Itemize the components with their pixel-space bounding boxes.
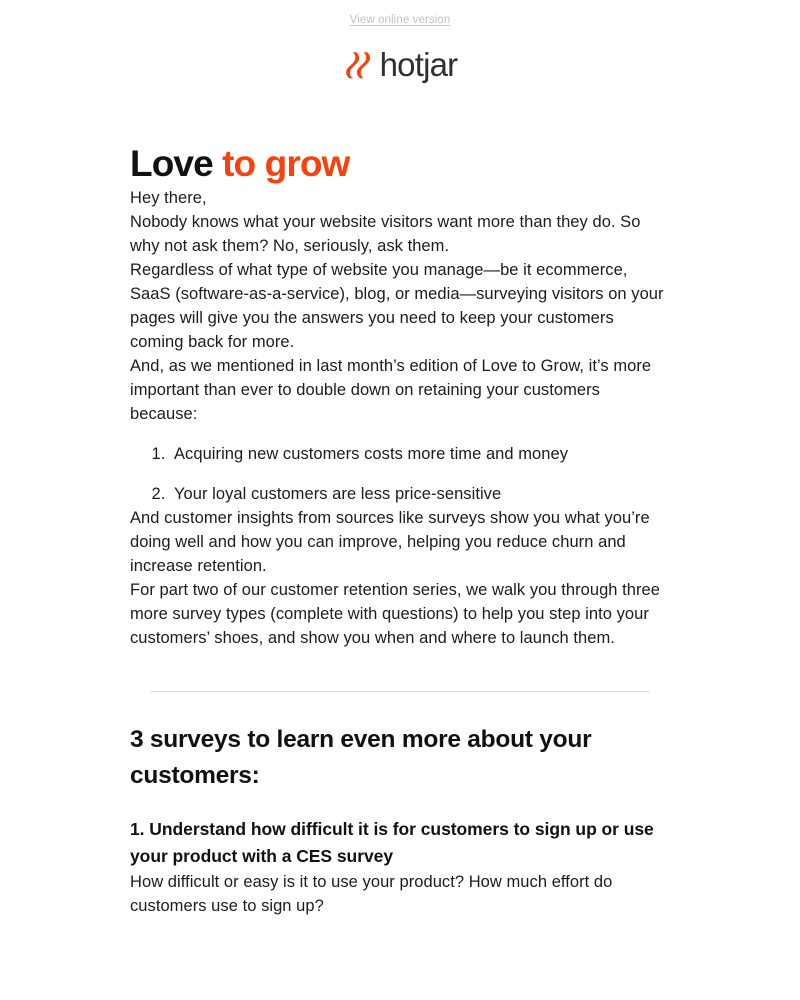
hotjar-logo[interactable]	[343, 48, 458, 81]
paragraph-1: Nobody knows what your website visitors want more than they do. So why not ask them? No, seriously, ask them.	[130, 212, 641, 255]
section-divider	[150, 691, 650, 692]
paragraph-2: Regardless of what type of website you manage—be it ecommerce, SaaS (software-as-a-service), blog, or media—surveying visitors on your pages will give you the answers you need to keep your customers coming back for more.	[130, 260, 664, 351]
section-heading: 3 surveys to learn even more about your customers:	[130, 725, 592, 789]
paragraph-5: For part two of our customer retention series, we walk you through three more survey types (complete with questions) to help you step into your customers’ shoes, and show you when and where to launch them.	[130, 580, 661, 647]
headline-primary-text: Love	[130, 142, 223, 184]
headline-accent-text: to grow	[222, 142, 350, 184]
paragraph-3: And, as we mentioned in last month’s edition of Love to Grow, it’s more important than ever to double down on retaining your customers because:	[130, 356, 652, 423]
retention-reasons-list	[130, 442, 670, 506]
list-item: 1. Acquiring new customers costs more time and money	[170, 442, 670, 466]
hotjar-flame-icon	[343, 50, 371, 80]
view-online-version-link[interactable]: View online version	[349, 14, 451, 26]
greeting-text: Hey there,	[130, 188, 207, 207]
preheader-bar	[0, 0, 800, 32]
survey-item-1-paragraph: How difficult or easy is it to use your product? How much effort do customers use to sign up?	[130, 872, 613, 915]
page-title	[130, 142, 670, 186]
paragraph-4: And customer insights from sources like surveys show you what you’re doing well and how you can improve, helping you reduce churn and increase retention.	[130, 508, 650, 575]
hotjar-wordmark: hotjar	[379, 46, 458, 83]
list-item: 2. Your loyal customers are less price-sensitive	[170, 482, 670, 506]
email-content-column	[0, 142, 800, 918]
brand-logo-block	[0, 32, 800, 95]
survey-item-1-heading: 1. Understand how difficult it is for customers to sign up or use your product with a CES survey	[130, 818, 654, 866]
